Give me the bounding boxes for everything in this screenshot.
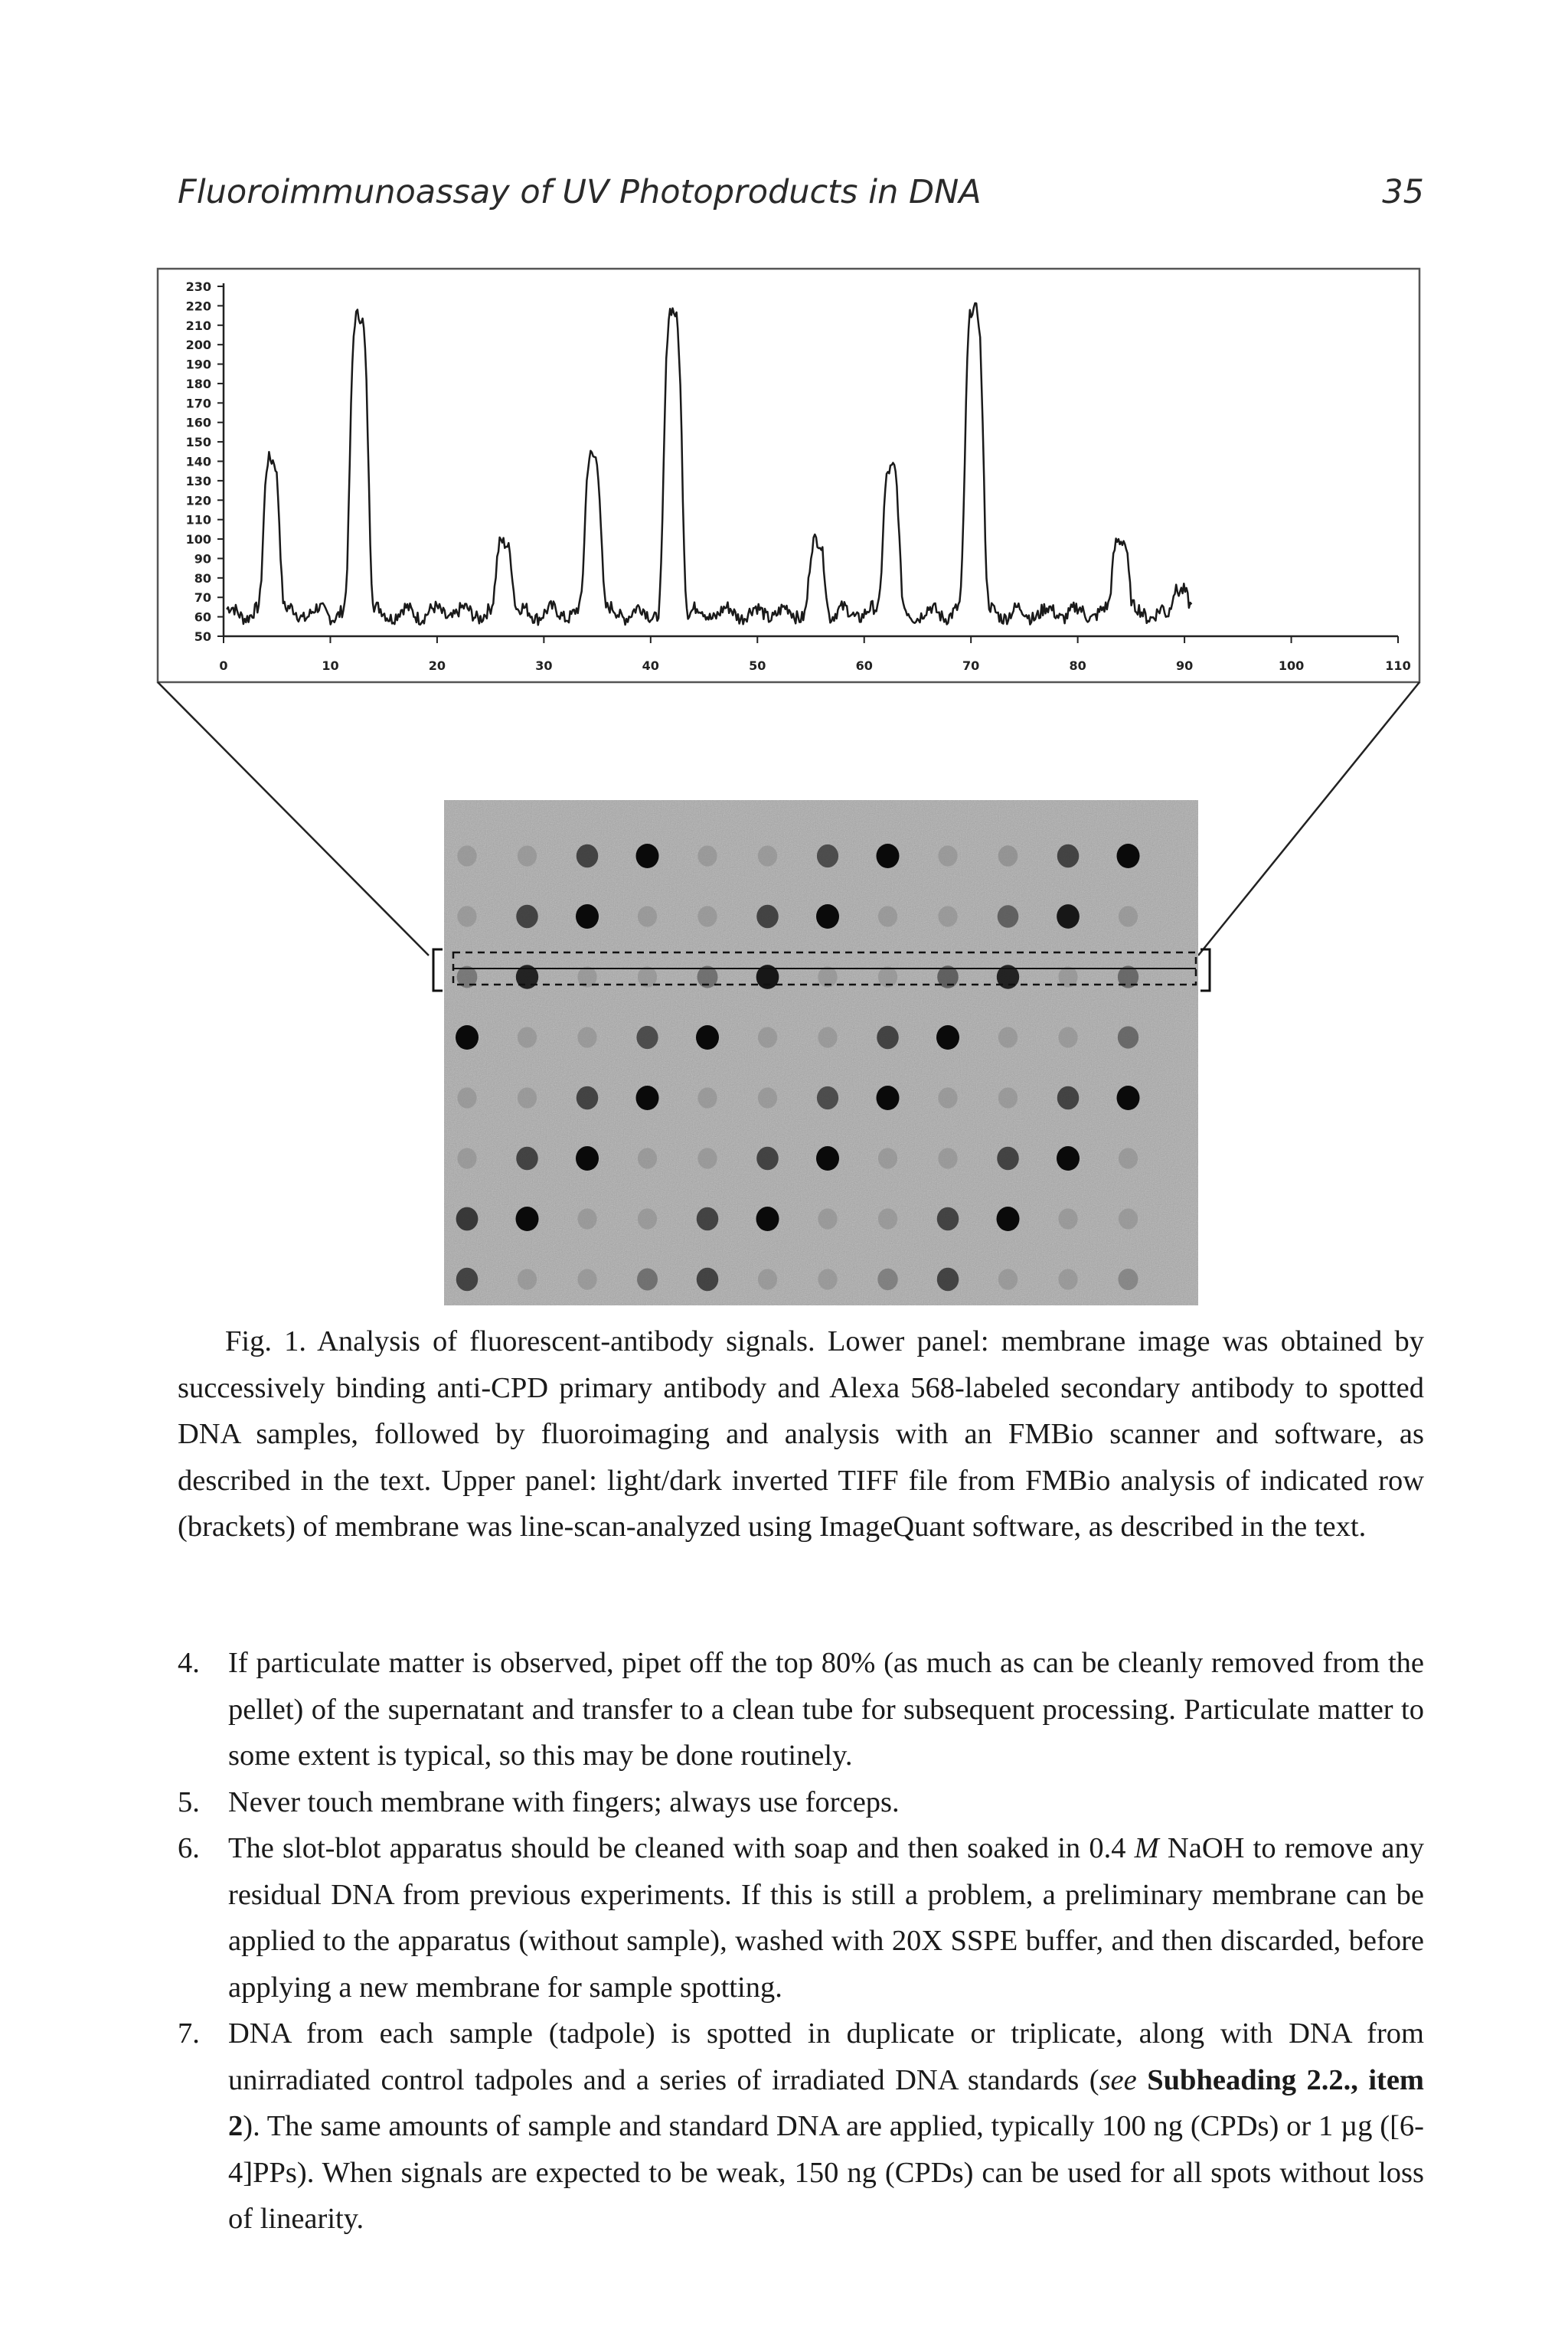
- membrane-spot: [998, 1027, 1018, 1047]
- figure-caption: [178, 1318, 1424, 1550]
- membrane-spot: [1057, 844, 1080, 868]
- membrane-spot: [877, 844, 900, 868]
- membrane-spot: [456, 1207, 479, 1231]
- membrane-spot: [636, 1026, 658, 1049]
- membrane-spot: [697, 1268, 719, 1292]
- membrane-spot: [816, 1146, 839, 1171]
- list-item: [178, 2011, 1424, 2243]
- membrane-spot: [1117, 844, 1140, 868]
- membrane-spot: [518, 1269, 537, 1289]
- membrane-spot: [878, 906, 897, 926]
- membrane-spot: [577, 1208, 596, 1229]
- membrane-spot: [1057, 904, 1080, 929]
- caption-label: Fig. 1.: [225, 1325, 307, 1357]
- membrane-spot: [697, 1087, 717, 1108]
- membrane-spot: [1119, 1208, 1138, 1229]
- list-number: 6.: [178, 1832, 200, 1864]
- membrane-spot: [1058, 1269, 1077, 1289]
- membrane-spot: [577, 1269, 596, 1289]
- membrane-spot: [697, 1148, 717, 1168]
- y-tick-label: 200: [185, 338, 211, 353]
- running-head-title: Fluoroimmunoassay of UV Photoproducts in DNA: [178, 173, 982, 211]
- membrane-spot: [516, 905, 538, 929]
- list-text-italic: see: [1099, 2063, 1137, 2096]
- y-tick-label: 170: [185, 396, 211, 411]
- membrane-spot: [636, 1086, 659, 1110]
- list-item: [178, 1640, 1424, 1779]
- x-tick-label: 60: [855, 658, 873, 673]
- membrane-spot: [696, 1025, 719, 1050]
- membrane-spot: [937, 1207, 959, 1231]
- membrane-spot: [936, 1025, 959, 1050]
- list-text: Never touch membrane with fingers; always use forceps.: [228, 1785, 900, 1818]
- membrane-spot: [457, 845, 476, 866]
- membrane-image: [433, 800, 1210, 1305]
- y-tick-label: 60: [194, 609, 211, 625]
- membrane-spot: [577, 1027, 596, 1047]
- membrane-spot: [1117, 1086, 1140, 1110]
- membrane-spot: [816, 904, 839, 929]
- membrane-spot: [518, 1027, 537, 1047]
- membrane-spot: [516, 1147, 538, 1171]
- y-tick-label: 120: [185, 493, 211, 508]
- membrane-spot: [756, 905, 779, 929]
- list-text: NaOH to remove any residual DNA from previous experiments. If this is still a problem, a preliminary membrane can be applied to the apparatus (without sample), washed with 20X SSPE buffer, and then discarded, before applying a new membrane for sample spotting.: [228, 1832, 1424, 2004]
- y-tick-label: 70: [194, 590, 211, 606]
- page-number: 35: [1382, 173, 1424, 211]
- membrane-spot: [998, 1087, 1018, 1108]
- y-tick-label: 230: [185, 279, 211, 294]
- list-text: DNA from each sample (tadpole) is spotted in duplicate or triplicate, along with DNA from unirradiated control tadpoles and a series of irradiated DNA standards (: [228, 2017, 1424, 2096]
- membrane-spot: [938, 845, 957, 866]
- list-number: 7.: [178, 2017, 200, 2050]
- membrane-spot: [1118, 1269, 1138, 1290]
- x-tick-label: 90: [1175, 658, 1194, 673]
- membrane-spot: [1057, 1146, 1080, 1171]
- membrane-spot: [456, 1025, 479, 1050]
- list-item: [178, 1825, 1424, 2011]
- chart-frame: [158, 269, 1419, 682]
- y-ticks: [186, 279, 224, 644]
- x-tick-label: 10: [322, 658, 339, 673]
- x-tick-label: 0: [219, 658, 228, 673]
- membrane-spot: [518, 845, 537, 866]
- x-ticks: [219, 636, 1410, 673]
- caption-text: Analysis of fluorescent-antibody signals. Lower panel: membrane image was obtained by successively binding anti-CPD primary antibody and Alexa 568-labeled secondary antibody to spotted DNA samples, followed by fluoroimaging and analysis with an FMBio scanner and software, as described in the text. Upper panel: light/dark inverted TIFF file from FMBio analysis of indicated row (brackets) of membrane was line-scan-analyzed using ImageQuant software, as described in the text.: [178, 1325, 1424, 1543]
- membrane-spot: [818, 1269, 837, 1289]
- membrane-spot: [997, 1207, 1020, 1231]
- list-text-italic: M: [1134, 1832, 1159, 1864]
- membrane-spot: [638, 906, 657, 926]
- membrane-spot: [1119, 1148, 1138, 1168]
- x-tick-label: 100: [1278, 658, 1305, 673]
- membrane-spot: [576, 904, 599, 929]
- membrane-spot: [937, 1268, 959, 1292]
- y-tick-label: 210: [185, 318, 211, 333]
- list-text: The slot-blot apparatus should be cleaned with soap and then soaked in 0.4: [228, 1832, 1135, 1864]
- membrane-spot: [516, 1207, 539, 1231]
- membrane-spot: [697, 845, 717, 866]
- cross-reference: Subheading 2.2., item 2: [228, 2063, 1425, 2142]
- y-tick-label: 220: [185, 299, 211, 314]
- y-tick-label: 100: [185, 532, 211, 547]
- membrane-spot: [758, 1269, 777, 1289]
- membrane-spot: [817, 1086, 838, 1109]
- notes-list: [178, 1640, 1424, 2243]
- y-tick-label: 190: [185, 357, 211, 372]
- membrane-spot: [756, 1147, 779, 1171]
- membrane-spot: [636, 844, 659, 868]
- connector-line-left: [158, 682, 429, 956]
- membrane-grain: [444, 800, 1198, 1305]
- y-tick-label: 50: [194, 629, 211, 644]
- x-tick-label: 40: [642, 658, 659, 673]
- right-bracket: [1200, 949, 1210, 991]
- membrane-spot: [758, 1087, 777, 1108]
- membrane-spot: [758, 845, 777, 866]
- line-scan-trace: [227, 303, 1191, 625]
- left-bracket: [433, 949, 443, 991]
- x-tick-label: 20: [428, 658, 446, 673]
- x-tick-label: 50: [749, 658, 766, 673]
- list-number: 4.: [178, 1647, 200, 1679]
- membrane-spot: [576, 1146, 599, 1171]
- list-text: If particulate matter is observed, pipet off the top 80% (as much as can be cleanly removed from the pellet) of the supernatant and transfer to a clean tube for subsequent processing. Particulate matter to some extent is typical, so this may be done routinely.: [228, 1647, 1424, 1772]
- membrane-spot: [818, 1027, 837, 1047]
- membrane-spot: [518, 1087, 537, 1108]
- membrane-spot: [878, 1208, 897, 1229]
- list-number: 5.: [178, 1785, 200, 1818]
- membrane-spot: [938, 1148, 957, 1168]
- membrane-spot: [637, 1269, 658, 1291]
- chart-axes: [224, 283, 1398, 636]
- y-tick-label: 130: [185, 473, 211, 488]
- membrane-spot: [818, 1208, 837, 1229]
- membrane-spot: [938, 906, 957, 926]
- membrane-spot: [817, 844, 838, 867]
- membrane-spot: [758, 1027, 777, 1047]
- y-tick-label: 90: [194, 551, 211, 567]
- membrane-spot: [577, 1086, 599, 1110]
- y-tick-label: 150: [185, 435, 211, 450]
- membrane-spot: [1119, 906, 1138, 926]
- membrane-spot: [998, 845, 1018, 867]
- membrane-spot: [1058, 1027, 1077, 1047]
- membrane-spot: [1057, 1086, 1080, 1110]
- y-tick-label: 160: [185, 415, 211, 430]
- membrane-spot: [877, 1086, 900, 1110]
- x-tick-label: 70: [962, 658, 980, 673]
- y-tick-label: 110: [185, 512, 211, 528]
- membrane-spot: [877, 1026, 899, 1050]
- membrane-spot: [638, 1148, 657, 1168]
- membrane-spot: [1118, 1026, 1138, 1048]
- membrane-spot: [457, 906, 476, 926]
- membrane-spot: [638, 1208, 657, 1229]
- membrane-spot: [697, 1207, 719, 1231]
- membrane-spot: [877, 1269, 897, 1290]
- membrane-spot: [756, 1207, 779, 1231]
- membrane-spot: [878, 1148, 897, 1168]
- y-tick-label: 80: [194, 570, 211, 586]
- membrane-spot: [998, 905, 1019, 928]
- x-tick-label: 110: [1385, 658, 1411, 673]
- connector-line-right: [1198, 682, 1419, 956]
- x-tick-label: 30: [535, 658, 553, 673]
- list-item: [178, 1779, 1424, 1826]
- y-tick-label: 180: [185, 376, 211, 391]
- membrane-spot: [456, 1268, 479, 1292]
- membrane-spot: [997, 1147, 1019, 1171]
- membrane-spot: [1058, 1208, 1077, 1229]
- membrane-spot: [577, 844, 599, 868]
- membrane-spot: [457, 1148, 476, 1168]
- membrane-spot: [457, 1087, 476, 1108]
- membrane-spot: [998, 1269, 1018, 1289]
- membrane-spot: [938, 1087, 957, 1108]
- membrane-spot: [697, 906, 717, 926]
- x-tick-label: 80: [1069, 658, 1086, 673]
- y-tick-label: 140: [185, 454, 211, 469]
- list-text: ). The same amounts of sample and standard DNA are applied, typically 100 ng (CPDs) or 1 µg ([6-4]PPs). When signals are expected to be weak, 150 ng (CPDs) can be used for all spots without loss of linearity.: [228, 2110, 1424, 2235]
